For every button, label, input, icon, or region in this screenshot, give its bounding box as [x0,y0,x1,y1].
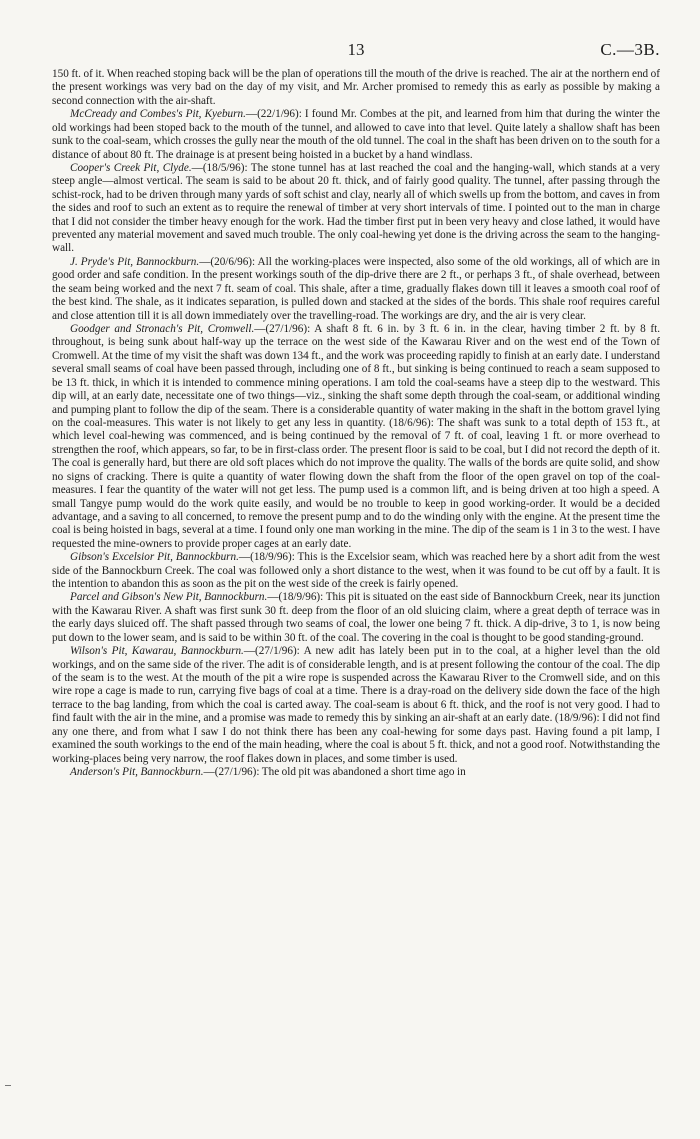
paragraph-gibson-excelsior-pit [52,551,660,591]
paragraph-heading: Goodger and Stronach's Pit, Cromwell. [70,323,255,336]
paragraph-heading: Cooper's Creek Pit, Clyde. [70,161,192,174]
paragraph-text: —(27/1/96): The old pit was abandoned a short time ago in [203,765,466,778]
paragraph-pryde-pit [52,256,660,323]
paragraph-text: —(22/1/96): I found Mr. Combes at the pit, and learned from him that during the winter the old workings had been stoped back to the mouth of the tunnel, and allowed to cave into that level. Quite lately a shallow shaft has been sunk to the coal-seam, which crosses the gully near the mouth of the old tunnel. The coal in the shaft has been driven on to the south for a distance of about 80 ft. The drainage is at present being hoisted in a bucket by a hand windlass. [52,108,660,161]
paragraph-heading: Gibson's Excelsior Pit, Bannockburn. [70,551,239,564]
paragraph-text: —(18/9/96): This is the Excelsior seam, which was reached here by a short adit from the west side of the Bannockburn Creek. The coal was followed only a short distance to the west, when it was found to be cut off by a fault. It is the intention to abandon this as soon as the pit on the west side of the creek is fairly opened. [52,551,660,591]
page-header [52,40,660,68]
paragraph-heading: J. Pryde's Pit, Bannockburn. [70,255,200,268]
report-body [52,68,660,779]
paragraph-anderson-pit [52,766,660,779]
margin-mark [5,1085,11,1086]
page-number: 13 [347,40,365,59]
paragraph-coopers-creek-pit [52,162,660,256]
paragraph-text: —(27/1/96): A shaft 8 ft. 6 in. by 3 ft. 6 in. in the clear, having timber 2 ft. by 8 ft. throughout, is being sunk about half-way up the terrace on the west side of the Kawarau River and on the west end of the Town of Cromwell. At the time of my visit the shaft was down 134 ft., and the work was proceeding rapidly to finish at an early date. I understand several small seams of coal have been passed through, including one of 8 ft., but sinking is being continued to reach a seam supposed to be 13 ft. thick, in which it is intended to commence mining operations. I am told the coal-seams have a steep dip to the westward. This dip will, at an early date, necessitate one of two things—viz., sinking the shaft some depth through the coal-seam, or additional winding and pumping plant to follow the dip of the seam. There is a considerable quantity of water making in the shaft in the bottom gravel lying on the coal-measures. This water is not likely to get any less in quantity. (18/6/96): The shaft was sunk to a total depth of 153 ft., at which level coal-hewing was commenced, and is being continued by the removal of 7 ft. of coal, leaving 1 ft. or more overhead to strengthen the roof, which appears, so far, to be in first-class order. The present floor is said to be coal, but I did not record the depth of it. The coal is generally hard, but there are old soft places which do not improve the quality. The walls of the bords are quite solid, and show no signs of cracking. There is quite a quantity of water flowing down the shaft from the floor of the open gravel on top of the coal-measures. I fear the quantity of the water will not get less. The pump used is a common lift, and is being driven at too high a speed. A small Tangye pump would do the work quite easily, and would be no trouble to keep in good working-order. It would be a decided advantage, and a saving to all concerned, to remove the present pump and to do the winding only with the engine. At the present time the coal is being hoisted in bags, several at a time. I found only one man working in the mine. The dip of the seam is 1 in 3 to the west. I have requested the mine-owners to provide proper cages at an early date. [52,323,660,550]
paragraph-wilson-pit [52,645,660,766]
paragraph-heading: McCready and Combes's Pit, Kyeburn. [70,108,246,121]
paragraph-heading: Parcel and Gibson's New Pit, Bannockburn. [70,591,268,604]
paragraph-text: 150 ft. of it. When reached stoping back will be the plan of operations till the mouth of the drive is reached. The air at the northern end of the present workings was very bad on the day of my visit, and Mr. Archer promised to remedy this as early as possible by making a second connection with the air-shaft. [52,68,660,107]
paragraph-heading: Wilson's Pit, Kawarau, Bannockburn. [70,645,244,658]
paragraph-continuation [52,68,660,108]
paragraph-goodger-stronach-pit [52,323,660,551]
paragraph-text: —(20/6/96): All the working-places were inspected, also some of the old workings, all of which are in good order and safe condition. In the present workings south of the dip-drive there are 2 ft., or perhaps 3 ft., of shale overhead, between the seam being worked and the next 7 ft. seam of coal. This shale, after a time, gradually flakes down till it leaves a smooth coal roof of the best kind. The shale, as it indicates separation, is pulled down and stacked at the sides of the bords. This shale roof requires careful and close attention till it is all down immediately over the travelling-road. The workings are dry, and the air is very clear. [52,255,660,322]
paragraph-text: —(18/9/96): This pit is situated on the east side of Bannockburn Creek, near its junction with the Kawarau River. A shaft was first sunk 30 ft. deep from the floor of an old sluicing claim, where a great depth of terrace was in the early days sluiced off. The shaft passed through two seams of coal, the lower one being 7 ft. thick. A dip-drive, 3 to 1, is now being put down to the lower seam, and is said to be within 30 ft. of the coal. The covering in the coal is thought to be good standing-ground. [52,591,660,644]
paragraph-parcel-gibson-new-pit [52,591,660,645]
paragraph-text: —(18/5/96): The stone tunnel has at last reached the coal and the hanging-wall, which stands at a very steep angle—almost vertical. The seam is said to be about 20 ft. thick, and of fairly good quality. The tunnel, after passing through the schist-rock, had to be driven through many yards of soft schist and clay, nearly all of which swells up from the bottom, and caves in from the sides and roof to such an extent as to require the renewal of timber at very short intervals of time. I pointed out to the man in charge that I did not consider the timber heavy enough for the work. Had the timber first put in been very heavy and close lathed, it would have prevented any material movement and saved much trouble. The only coal-hewing yet done is the driving across the seam to the hanging-wall. [52,161,660,255]
paragraph-mccready-combes-pit [52,108,660,162]
document-reference: C.—3B. [600,40,660,59]
paragraph-heading: Anderson's Pit, Bannockburn. [70,765,204,778]
paragraph-text: —(27/1/96): A new adit has lately been put in to the coal, at a higher level than the old workings, and on the same side of the river. The adit is of considerable length, and is at present following the contour of the coal. The dip of the seam is to the west. At the mouth of the pit a wire rope is suspended across the Kawarau River to the Cromwell side, and on this wire rope a cage is made to run, carrying five bags of coal at a time. There is a dray-road on the delivery side down the face of the high terrace to the bag landing, from which the coal is carted away. The coal-seam is about 6 ft. thick, and the roof is not very good. I had to find fault with the air in the mine, and a promise was made to remedy this by sinking an air-shaft at an early date. (18/9/96): I did not find any one there, and from what I saw I do not think there has been any coal-hewing for some days past. Having found a pit lamp, I examined the south workings to the end of the main heading, where the coal is about 5 ft. thick, and not a good roof. Notwithstanding the working-places being very narrow, the roof flakes down in places, and some timber is used. [52,645,660,765]
